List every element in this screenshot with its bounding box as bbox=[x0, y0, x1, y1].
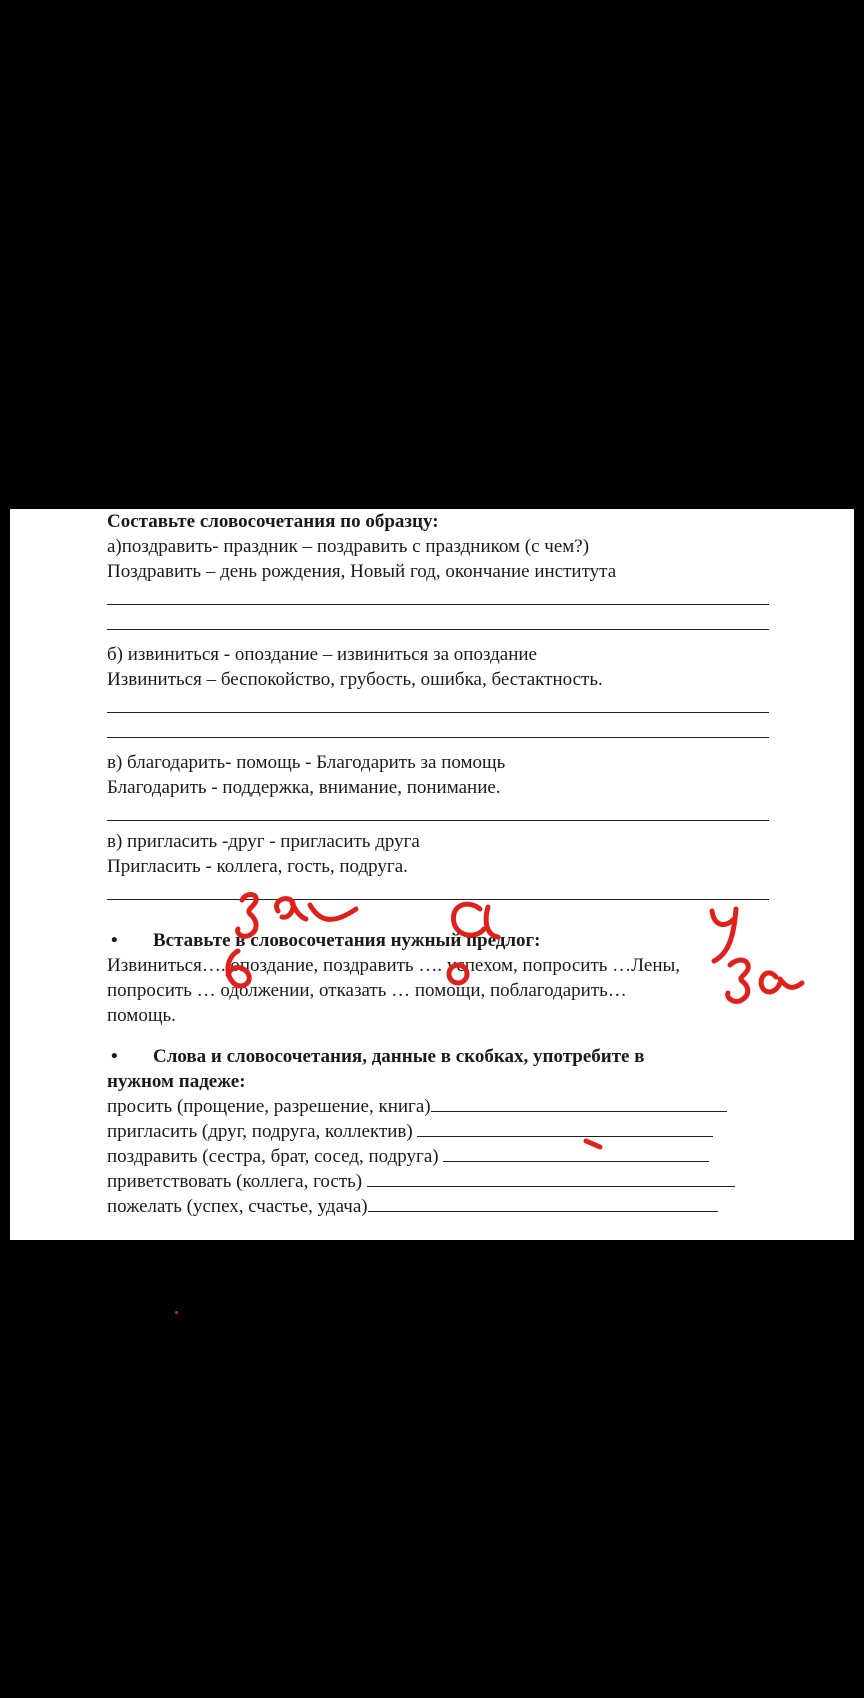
section3-item: приветствовать (коллега, гость) bbox=[107, 1169, 779, 1194]
section1-a-example: а)поздравить- праздник – поздравить с праздником (с чем?) bbox=[107, 536, 590, 557]
answer-line bbox=[107, 899, 769, 900]
answer-line bbox=[107, 712, 769, 713]
bullet: • bbox=[111, 930, 118, 951]
section3-title-line1: Слова и словосочетания, данные в скобках, употребите в bbox=[153, 1046, 645, 1067]
section1-title: Составьте словосочетания по образцу: bbox=[107, 511, 439, 532]
answer-line bbox=[107, 604, 769, 605]
section3-item: пригласить (друг, подруга, коллектив) bbox=[107, 1119, 779, 1144]
bullet: • bbox=[111, 1046, 118, 1067]
section3-item: просить (прощение, разрешение, книга) bbox=[107, 1094, 779, 1119]
section3-item: поздравить (сестра, брат, сосед, подруга) bbox=[107, 1144, 779, 1169]
worksheet-page bbox=[10, 509, 854, 1240]
answer-blank bbox=[367, 1169, 735, 1187]
section1-v1-task: Благодарить - поддержка, внимание, понимание. bbox=[107, 777, 501, 798]
answer-line bbox=[107, 737, 769, 738]
stray-red-dot bbox=[175, 1311, 178, 1314]
section2-title: Вставьте в словосочетания нужный предлог: bbox=[153, 930, 541, 951]
worksheet-content bbox=[107, 509, 779, 1219]
section2-heading bbox=[107, 928, 779, 953]
section1-v2-example: в) пригласить -друг - пригласить друга bbox=[107, 831, 420, 852]
answer-blank bbox=[431, 1094, 727, 1112]
section3-title-line2: нужном падеже: bbox=[107, 1071, 246, 1092]
section1-b-example: б) извиниться - опоздание – извиниться за опоздание bbox=[107, 644, 537, 665]
section1-b-task: Извиниться – беспокойство, грубость, ошибка, бестактность. bbox=[107, 669, 603, 690]
answer-blank bbox=[443, 1144, 709, 1162]
answer-blank bbox=[417, 1119, 713, 1137]
section1-a-task: Поздравить – день рождения, Новый год, окончание института bbox=[107, 561, 617, 582]
section1-v2-task: Пригласить - коллега, гость, подруга. bbox=[107, 856, 408, 877]
section1-v1-example: в) благодарить- помощь - Благодарить за помощь bbox=[107, 752, 506, 773]
section3-item: пожелать (успех, счастье, удача) bbox=[107, 1194, 779, 1219]
section2-line2: попросить … одолжении, отказать … помощи, поблагодарить… bbox=[107, 980, 627, 1001]
answer-line bbox=[107, 629, 769, 630]
section2-line3: помощь. bbox=[107, 1005, 176, 1026]
answer-blank bbox=[368, 1194, 718, 1212]
section2-line1: Извиниться…. опоздание, поздравить …. успехом, попросить …Лены, bbox=[107, 955, 681, 976]
answer-line bbox=[107, 820, 769, 821]
section3-heading bbox=[107, 1044, 779, 1069]
